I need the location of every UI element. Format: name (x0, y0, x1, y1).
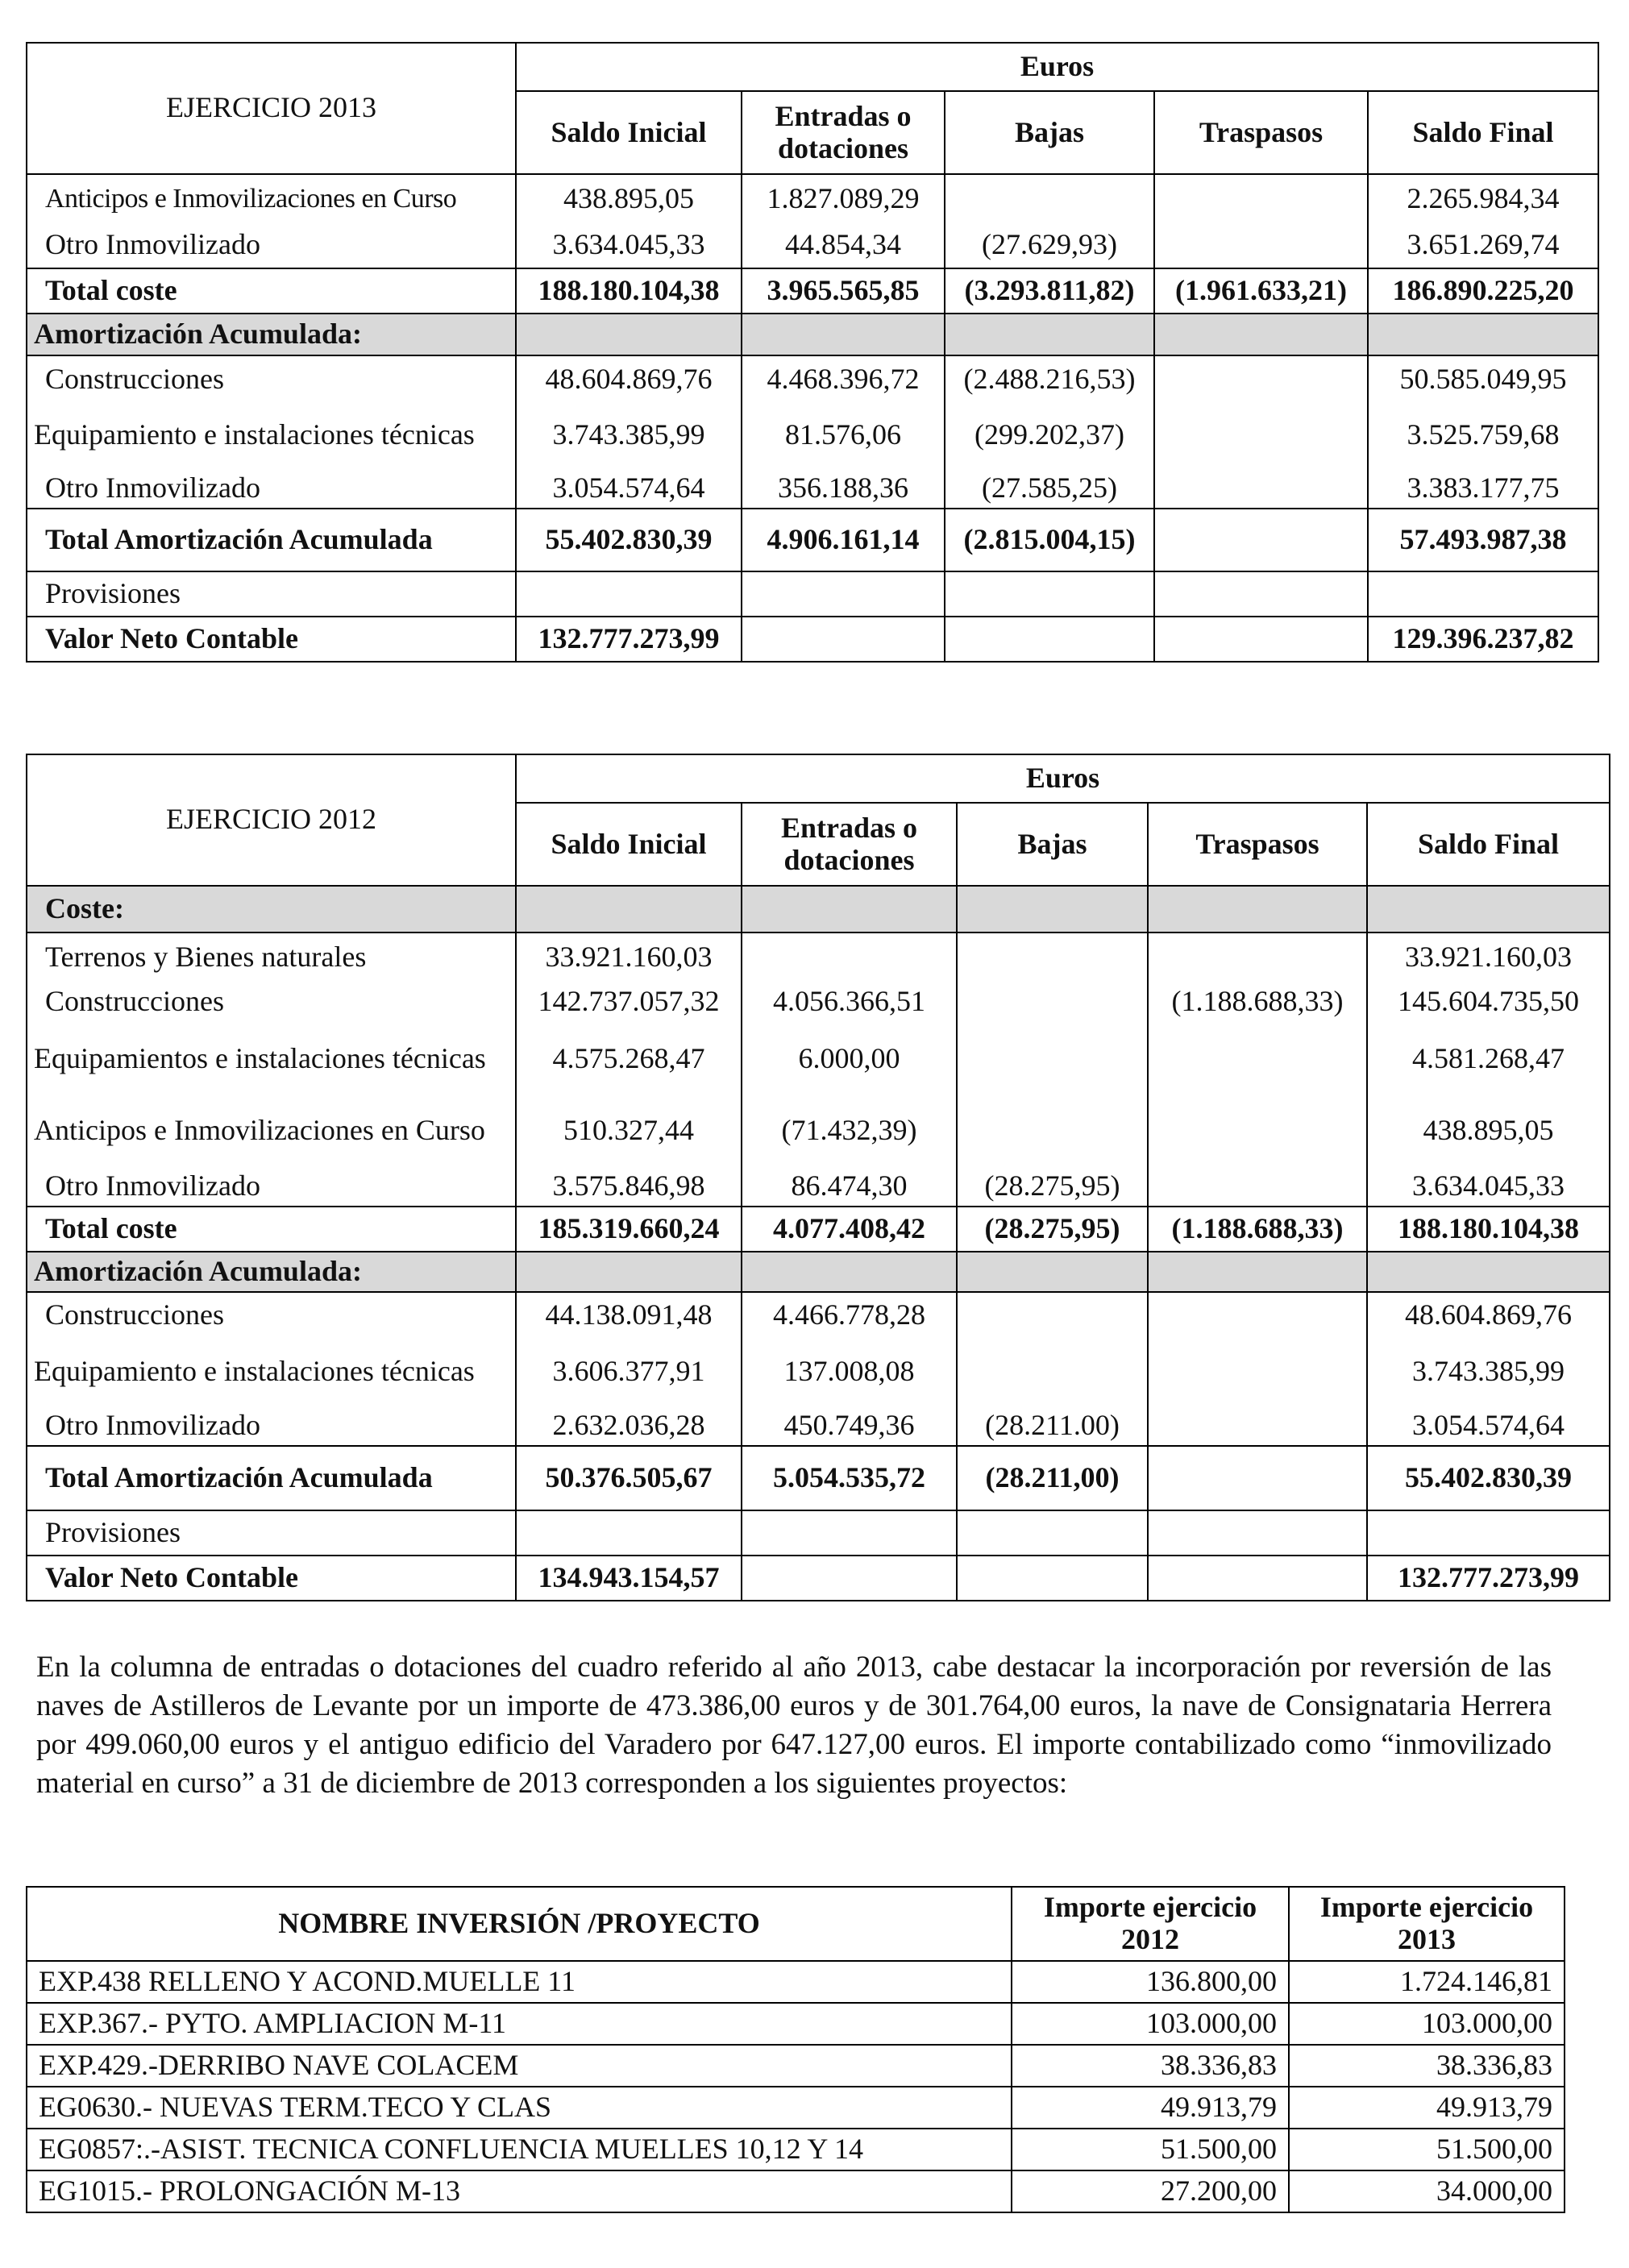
cell-value: 185.319.660,24 (516, 1207, 742, 1252)
cell-value: 38.336,83 (1012, 2045, 1289, 2087)
cell-value (1154, 402, 1368, 468)
total-amortizacion-row (27, 1446, 1610, 1510)
cell-value: 3.383.177,75 (1368, 468, 1598, 509)
cell-value: 186.890.225,20 (1368, 268, 1598, 314)
cell-value: 145.604.735,50 (1367, 981, 1610, 1023)
cell-value: 38.336,83 (1289, 2045, 1565, 2087)
cell-value: (3.293.811,82) (945, 268, 1154, 314)
cell-value: 137.008,08 (742, 1337, 957, 1406)
cell-value: (1.188.688,33) (1148, 981, 1367, 1023)
cell-value: 450.749,36 (742, 1406, 957, 1446)
cell-value: (1.961.633,21) (1154, 268, 1368, 314)
row-label: Terrenos y Bienes naturales (27, 933, 516, 981)
col-saldo-final: Saldo Final (1368, 91, 1598, 174)
table-row (27, 174, 1598, 222)
cell-value: 3.525.759,68 (1368, 402, 1598, 468)
table-row (27, 402, 1598, 468)
cell-value: 132.777.273,99 (1367, 1556, 1610, 1601)
cell-value: (27.585,25) (945, 468, 1154, 509)
row-label: Equipamiento e instalaciones técnicas (27, 402, 516, 468)
cell-value: 103.000,00 (1012, 2003, 1289, 2045)
cell-value: 5.054.535,72 (742, 1446, 957, 1510)
section-label: Amortización Acumulada: (27, 1252, 516, 1292)
cell-value (957, 933, 1148, 981)
cell-value: (2.815.004,15) (945, 509, 1154, 571)
cell-value: 4.077.408,42 (742, 1207, 957, 1252)
cell-value: 4.468.396,72 (742, 355, 945, 402)
cell-value: 4.575.268,47 (516, 1023, 742, 1095)
cell-value (1148, 1023, 1367, 1095)
row-label: Otro Inmovilizado (27, 222, 516, 268)
row-label: Otro Inmovilizado (27, 468, 516, 509)
project-name: EG0630.- NUEVAS TERM.TECO Y CLAS (27, 2087, 1012, 2129)
table-row (27, 1166, 1610, 1207)
section-label: Coste: (27, 886, 516, 933)
cell-value: 34.000,00 (1289, 2170, 1565, 2212)
year-title: EJERCICIO 2012 (27, 754, 516, 886)
row-label: Otro Inmovilizado (27, 1166, 516, 1207)
cell-value (1148, 933, 1367, 981)
table-row (27, 933, 1610, 981)
euros-header: Euros (516, 43, 1598, 91)
cell-value: 48.604.869,76 (516, 355, 742, 402)
cell-value: (299.202,37) (945, 402, 1154, 468)
table-row (27, 1292, 1610, 1337)
cell-value: 33.921.160,03 (1367, 933, 1610, 981)
cell-value (1148, 1406, 1367, 1446)
cell-value (1148, 1166, 1367, 1207)
cell-value (957, 1337, 1148, 1406)
year-title: EJERCICIO 2013 (27, 43, 516, 174)
project-name: EXP.438 RELLENO Y ACOND.MUELLE 11 (27, 1961, 1012, 2003)
section-header (27, 886, 1610, 933)
cell-value (1154, 468, 1368, 509)
row-label: Provisiones (27, 1510, 516, 1556)
cell-value (957, 1292, 1148, 1337)
table-row (27, 2003, 1565, 2045)
table-row (27, 2045, 1565, 2087)
row-label: Otro Inmovilizado (27, 1406, 516, 1446)
cell-value: 44.854,34 (742, 222, 945, 268)
cell-value: 4.466.778,28 (742, 1292, 957, 1337)
col-entradas: Entradas o dotaciones (742, 803, 957, 886)
cell-value: 3.054.574,64 (1367, 1406, 1610, 1446)
cell-value: 2.632.036,28 (516, 1406, 742, 1446)
project-name: EG1015.- PROLONGACIÓN M-13 (27, 2170, 1012, 2212)
cell-value: 55.402.830,39 (516, 509, 742, 571)
col-saldo-inicial: Saldo Inicial (516, 91, 742, 174)
cell-value: 81.576,06 (742, 402, 945, 468)
cell-value: 49.913,79 (1012, 2087, 1289, 2129)
total-coste-row (27, 1207, 1610, 1252)
cell-value: 57.493.987,38 (1368, 509, 1598, 571)
col-traspasos: Traspasos (1148, 803, 1367, 886)
cell-value: 3.634.045,33 (1367, 1166, 1610, 1207)
cell-value: (1.188.688,33) (1148, 1207, 1367, 1252)
cell-value: 50.376.505,67 (516, 1446, 742, 1510)
cell-value: 1.827.089,29 (742, 174, 945, 222)
project-name: EXP.367.- PYTO. AMPLIACION M-11 (27, 2003, 1012, 2045)
cell-value: 49.913,79 (1289, 2087, 1565, 2129)
col-traspasos: Traspasos (1154, 91, 1368, 174)
cell-value (957, 1023, 1148, 1095)
table-row (27, 1095, 1610, 1166)
body-paragraph: En la columna de entradas o dotaciones del cuadro referido al año 2013, cabe destacar la incorporación por reversión de las naves de Astilleros de Levante por un importe de 473.386,00 euros y de 301.764,00 euros, la nave de Consignataria Herrera por 499.060,00 euros y el antiguo edificio del Varadero por 647.127,00 euros. El importe contabilizado como “inmovilizado material en curso” a 31 de diciembre de 2013 corresponden a los siguientes proyectos: (36, 1651, 1552, 1801)
row-label: Total coste (27, 1207, 516, 1252)
cell-value: (28.211.00) (957, 1406, 1148, 1446)
cell-value: 3.651.269,74 (1368, 222, 1598, 268)
cell-value: 50.585.049,95 (1368, 355, 1598, 402)
table-row (27, 355, 1598, 402)
row-label: Anticipos e Inmovilizaciones en Curso (27, 174, 516, 222)
table-2013 (26, 42, 1599, 663)
euros-header: Euros (516, 754, 1610, 803)
cell-value: 86.474,30 (742, 1166, 957, 1207)
table-row (27, 1023, 1610, 1095)
cell-value: 142.737.057,32 (516, 981, 742, 1023)
col-entradas: Entradas o dotaciones (742, 91, 945, 174)
cell-value (1154, 509, 1368, 571)
cell-value: 55.402.830,39 (1367, 1446, 1610, 1510)
row-label: Construcciones (27, 1292, 516, 1337)
cell-value: 438.895,05 (1367, 1095, 1610, 1166)
cell-value: (2.488.216,53) (945, 355, 1154, 402)
cell-value (1148, 1446, 1367, 1510)
cell-value: 27.200,00 (1012, 2170, 1289, 2212)
cell-value: 510.327,44 (516, 1095, 742, 1166)
cell-value (957, 1095, 1148, 1166)
col-saldo-final: Saldo Final (1367, 803, 1610, 886)
cell-value (1154, 222, 1368, 268)
section-header (27, 314, 1598, 355)
cell-value: 3.743.385,99 (516, 402, 742, 468)
col-bajas: Bajas (957, 803, 1148, 886)
section-label: Amortización Acumulada: (27, 314, 516, 355)
row-label: Valor Neto Contable (27, 1556, 516, 1601)
row-label: Total coste (27, 268, 516, 314)
cell-value: (28.275,95) (957, 1207, 1148, 1252)
row-label: Anticipos e Inmovilizaciones en Curso (27, 1095, 516, 1166)
cell-value (742, 933, 957, 981)
row-label: Equipamiento e instalaciones técnicas (27, 1337, 516, 1406)
provisiones-row (27, 1510, 1610, 1556)
col-bajas: Bajas (945, 91, 1154, 174)
cell-value: 4.581.268,47 (1367, 1023, 1610, 1095)
row-label: Construcciones (27, 981, 516, 1023)
cell-value: (71.432,39) (742, 1095, 957, 1166)
cell-value: 134.943.154,57 (516, 1556, 742, 1601)
cell-value: (28.275,95) (957, 1166, 1148, 1207)
row-label: Equipamientos e instalaciones técnicas (27, 1023, 516, 1095)
cell-value: 4.906.161,14 (742, 509, 945, 571)
valor-neto-row (27, 1556, 1610, 1601)
project-name: EG0857:.-ASIST. TECNICA CONFLUENCIA MUELLES 10,12 Y 14 (27, 2129, 1012, 2170)
table-row (27, 468, 1598, 509)
col-nombre-proyecto: NOMBRE INVERSIÓN /PROYECTO (27, 1887, 1012, 1961)
col-importe-2013: Importe ejercicio 2013 (1289, 1887, 1565, 1961)
col-saldo-inicial: Saldo Inicial (516, 803, 742, 886)
cell-value: 188.180.104,38 (1367, 1207, 1610, 1252)
cell-value: 2.265.984,34 (1368, 174, 1598, 222)
cell-value: 48.604.869,76 (1367, 1292, 1610, 1337)
cell-value (1148, 1292, 1367, 1337)
table-2012 (26, 754, 1610, 1601)
table-row (27, 222, 1598, 268)
row-label: Total Amortización Acumulada (27, 1446, 516, 1510)
table-row (27, 1961, 1565, 2003)
cell-value (1154, 355, 1368, 402)
cell-value: 6.000,00 (742, 1023, 957, 1095)
cell-value (957, 981, 1148, 1023)
cell-value: 3.634.045,33 (516, 222, 742, 268)
cell-value (1154, 174, 1368, 222)
cell-value: 3.606.377,91 (516, 1337, 742, 1406)
table-row (27, 1337, 1610, 1406)
cell-value: 3.054.574,64 (516, 468, 742, 509)
valor-neto-row (27, 617, 1598, 662)
provisiones-row (27, 571, 1598, 617)
cell-value: 44.138.091,48 (516, 1292, 742, 1337)
cell-value (945, 174, 1154, 222)
section-header (27, 1252, 1610, 1292)
row-label: Total Amortización Acumulada (27, 509, 516, 571)
total-amortizacion-row (27, 509, 1598, 571)
cell-value: 136.800,00 (1012, 1961, 1289, 2003)
cell-value: 3.575.846,98 (516, 1166, 742, 1207)
row-label: Provisiones (27, 571, 516, 617)
cell-value: 3.743.385,99 (1367, 1337, 1610, 1406)
table-row (27, 1406, 1610, 1446)
total-coste-row (27, 268, 1598, 314)
cell-value: 3.965.565,85 (742, 268, 945, 314)
cell-value: 33.921.160,03 (516, 933, 742, 981)
table-row (27, 2170, 1565, 2212)
cell-value: 51.500,00 (1012, 2129, 1289, 2170)
cell-value: 356.188,36 (742, 468, 945, 509)
table-row (27, 981, 1610, 1023)
cell-value: (27.629,93) (945, 222, 1154, 268)
cell-value: 4.056.366,51 (742, 981, 957, 1023)
cell-value: 438.895,05 (516, 174, 742, 222)
cell-value: (28.211,00) (957, 1446, 1148, 1510)
table-row (27, 2087, 1565, 2129)
row-label: Valor Neto Contable (27, 617, 516, 662)
col-importe-2012: Importe ejercicio 2012 (1012, 1887, 1289, 1961)
table-row (27, 2129, 1565, 2170)
cell-value (1148, 1337, 1367, 1406)
cell-value: 1.724.146,81 (1289, 1961, 1565, 2003)
cell-value: 129.396.237,82 (1368, 617, 1598, 662)
project-name: EXP.429.-DERRIBO NAVE COLACEM (27, 2045, 1012, 2087)
cell-value: 188.180.104,38 (516, 268, 742, 314)
cell-value: 51.500,00 (1289, 2129, 1565, 2170)
cell-value (1148, 1095, 1367, 1166)
row-label: Construcciones (27, 355, 516, 402)
cell-value: 132.777.273,99 (516, 617, 742, 662)
projects-table (26, 1886, 1565, 2213)
cell-value: 103.000,00 (1289, 2003, 1565, 2045)
